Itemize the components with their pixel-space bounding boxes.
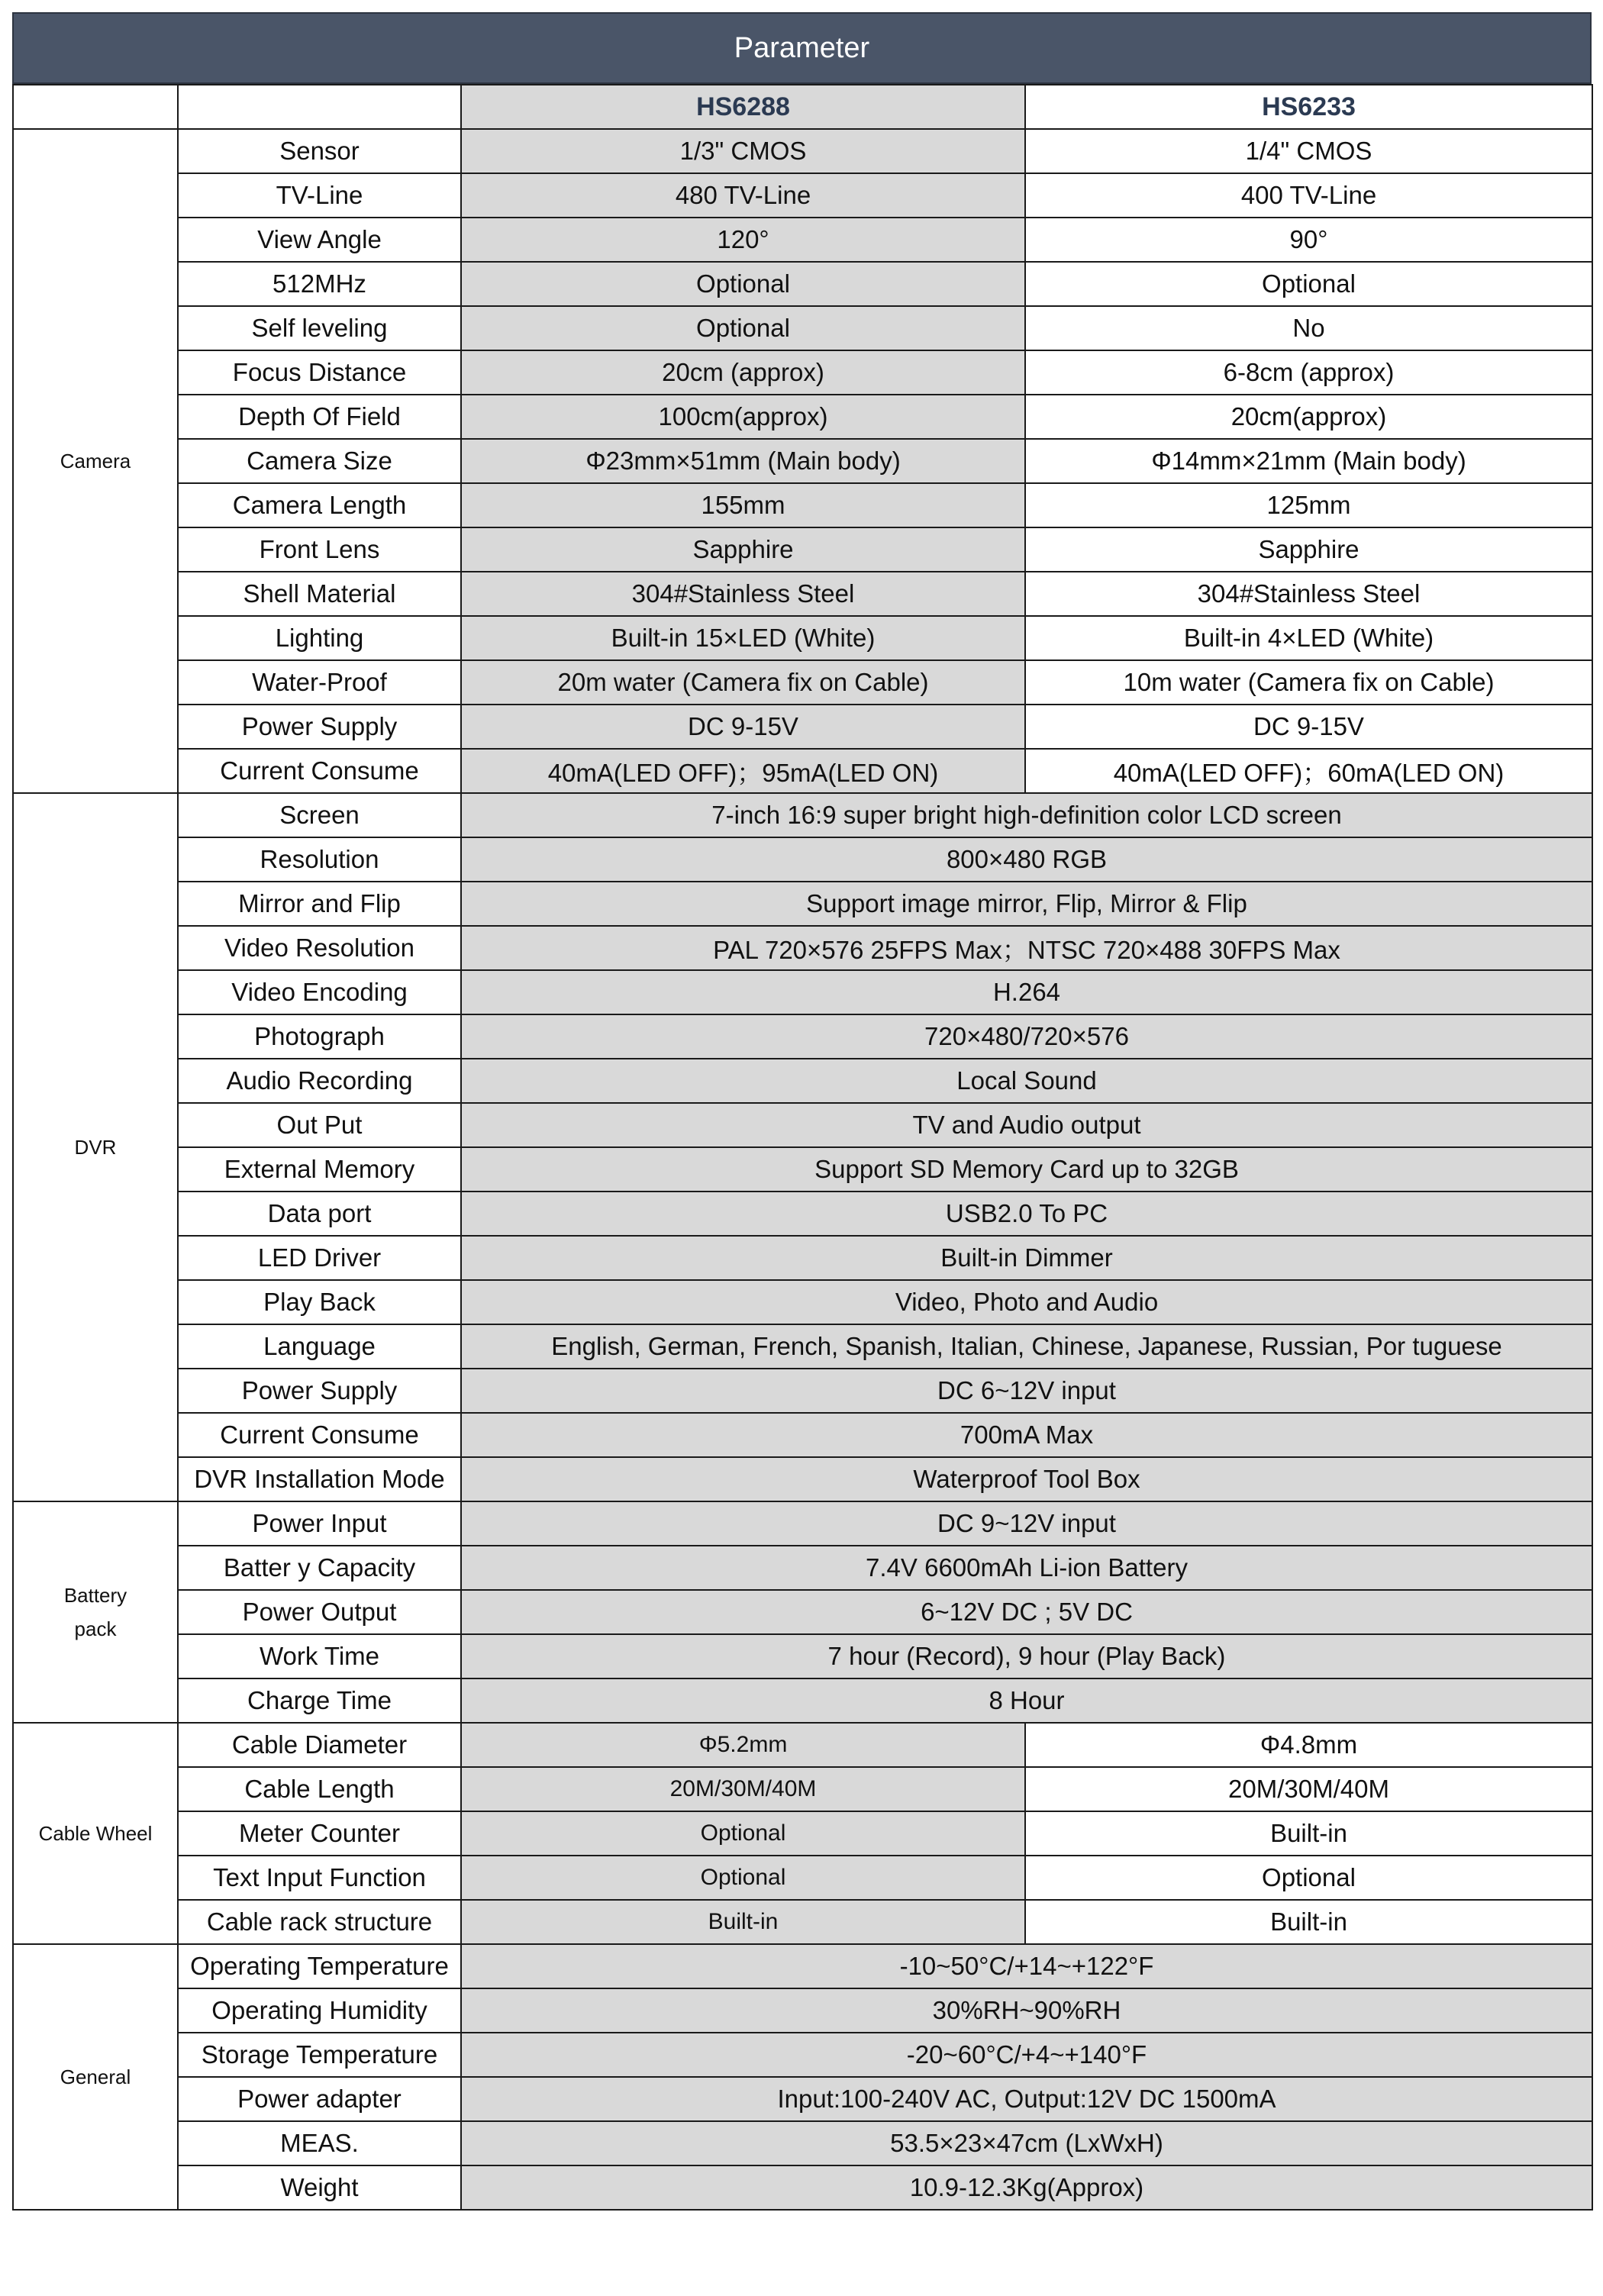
parameter-label: Cable rack structure	[178, 1900, 461, 1944]
value-cell-shared: DC 9~12V input	[461, 1501, 1592, 1546]
parameter-label: Out Put	[178, 1103, 461, 1147]
parameter-label: View Angle	[178, 218, 461, 262]
table-row	[13, 1988, 1592, 2033]
parameter-label: Power Input	[178, 1501, 461, 1546]
parameter-label: Mirror and Flip	[178, 882, 461, 926]
parameter-label: Current Consume	[178, 1413, 461, 1457]
table-row	[13, 1236, 1592, 1280]
value-cell-model-2: 1/4" CMOS	[1025, 129, 1592, 173]
value-cell-model-1: Φ5.2mm	[461, 1723, 1025, 1767]
parameter-label: Sensor	[178, 129, 461, 173]
value-cell-shared: 6~12V DC ; 5V DC	[461, 1590, 1592, 1634]
value-cell-shared: -20~60°C/+4~+140°F	[461, 2033, 1592, 2077]
value-cell-shared: DC 6~12V input	[461, 1369, 1592, 1413]
model-header-2: HS6233	[1025, 85, 1592, 129]
page-title: Parameter	[12, 12, 1592, 84]
table-row	[13, 970, 1592, 1014]
value-cell-model-2: Φ14mm×21mm (Main body)	[1025, 439, 1592, 483]
value-cell-model-2: Built-in	[1025, 1900, 1592, 1944]
parameter-label: Cable Diameter	[178, 1723, 461, 1767]
value-cell-shared: Waterproof Tool Box	[461, 1457, 1592, 1501]
parameter-label: Screen	[178, 793, 461, 837]
parameter-label: Storage Temperature	[178, 2033, 461, 2077]
table-row	[13, 926, 1592, 970]
value-cell-model-2: Built-in	[1025, 1811, 1592, 1856]
value-cell-model-2: Optional	[1025, 262, 1592, 306]
parameter-label: Lighting	[178, 616, 461, 660]
table-row	[13, 1369, 1592, 1413]
value-cell-shared: Support image mirror, Flip, Mirror & Flip	[461, 882, 1592, 926]
parameter-label: Photograph	[178, 1014, 461, 1059]
model-header-1: HS6288	[461, 85, 1025, 129]
table-row	[13, 1192, 1592, 1236]
table-row	[13, 1147, 1592, 1192]
value-cell-model-2: No	[1025, 306, 1592, 350]
table-row	[13, 616, 1592, 660]
table-row	[13, 749, 1592, 793]
value-cell-shared: 30%RH~90%RH	[461, 1988, 1592, 2033]
value-cell-model-1: DC 9-15V	[461, 705, 1025, 749]
header-row	[13, 85, 1592, 129]
parameter-label: Power adapter	[178, 2077, 461, 2121]
table-row	[13, 882, 1592, 926]
value-cell-model-1: 480 TV-Line	[461, 173, 1025, 218]
header-empty-category	[13, 85, 178, 129]
value-cell-model-1: Built-in 15×LED (White)	[461, 616, 1025, 660]
parameter-label: Meter Counter	[178, 1811, 461, 1856]
value-cell-model-1: 155mm	[461, 483, 1025, 527]
table-row	[13, 705, 1592, 749]
category-cell: DVR	[13, 793, 178, 1501]
parameter-label: Resolution	[178, 837, 461, 882]
value-cell-model-1: 40mA(LED OFF)；95mA(LED ON)	[461, 749, 1025, 793]
parameter-label: Work Time	[178, 1634, 461, 1678]
table-row	[13, 306, 1592, 350]
table-row	[13, 129, 1592, 173]
table-row	[13, 1856, 1592, 1900]
value-cell-shared: 700mA Max	[461, 1413, 1592, 1457]
table-row	[13, 350, 1592, 395]
value-cell-shared: 10.9-12.3Kg(Approx)	[461, 2165, 1592, 2210]
spec-sheet	[12, 12, 1592, 2285]
parameter-label: Batter y Capacity	[178, 1546, 461, 1590]
value-cell-shared: PAL 720×576 25FPS Max；NTSC 720×488 30FPS Max	[461, 926, 1592, 970]
table-row	[13, 483, 1592, 527]
table-row	[13, 218, 1592, 262]
table-row	[13, 837, 1592, 882]
table-row	[13, 1280, 1592, 1324]
parameter-label: Operating Humidity	[178, 1988, 461, 2033]
value-cell-model-1: Sapphire	[461, 527, 1025, 572]
value-cell-model-1: Optional	[461, 262, 1025, 306]
parameter-label: Language	[178, 1324, 461, 1369]
table-row	[13, 1678, 1592, 1723]
table-row	[13, 262, 1592, 306]
parameter-label: Camera Length	[178, 483, 461, 527]
parameter-label: Text Input Function	[178, 1856, 461, 1900]
value-cell-shared: TV and Audio output	[461, 1103, 1592, 1147]
parameter-label: Video Resolution	[178, 926, 461, 970]
parameter-label: Video Encoding	[178, 970, 461, 1014]
table-row	[13, 395, 1592, 439]
value-cell-model-2: 6-8cm (approx)	[1025, 350, 1592, 395]
table-row	[13, 1457, 1592, 1501]
table-row	[13, 1900, 1592, 1944]
value-cell-model-2: 400 TV-Line	[1025, 173, 1592, 218]
table-row	[13, 439, 1592, 483]
parameter-label: Audio Recording	[178, 1059, 461, 1103]
table-row	[13, 173, 1592, 218]
value-cell-shared: Local Sound	[461, 1059, 1592, 1103]
value-cell-model-1: Optional	[461, 1856, 1025, 1900]
table-row	[13, 1324, 1592, 1369]
value-cell-model-1: 20cm (approx)	[461, 350, 1025, 395]
parameter-label: Depth Of Field	[178, 395, 461, 439]
value-cell-shared: Support SD Memory Card up to 32GB	[461, 1147, 1592, 1192]
value-cell-model-2: 90°	[1025, 218, 1592, 262]
value-cell-model-1: Built-in	[461, 1900, 1025, 1944]
value-cell-shared: Video, Photo and Audio	[461, 1280, 1592, 1324]
table-row	[13, 1501, 1592, 1546]
parameter-label: TV-Line	[178, 173, 461, 218]
table-row	[13, 572, 1592, 616]
value-cell-shared: 8 Hour	[461, 1678, 1592, 1723]
parameter-label: MEAS.	[178, 2121, 461, 2165]
table-row	[13, 1413, 1592, 1457]
value-cell-model-2: 125mm	[1025, 483, 1592, 527]
parameter-label: Water-Proof	[178, 660, 461, 705]
table-row	[13, 1811, 1592, 1856]
value-cell-model-1: Optional	[461, 1811, 1025, 1856]
parameter-label: Front Lens	[178, 527, 461, 572]
value-cell-model-1: 20M/30M/40M	[461, 1767, 1025, 1811]
table-row	[13, 1634, 1592, 1678]
parameter-label: Camera Size	[178, 439, 461, 483]
table-row	[13, 2121, 1592, 2165]
value-cell-model-2: 20M/30M/40M	[1025, 1767, 1592, 1811]
category-cell: Camera	[13, 129, 178, 793]
parameter-label: Play Back	[178, 1280, 461, 1324]
value-cell-shared: 800×480 RGB	[461, 837, 1592, 882]
value-cell-shared: 7-inch 16:9 super bright high-definition color LCD screen	[461, 793, 1592, 837]
table-row	[13, 1944, 1592, 1988]
parameter-label: Weight	[178, 2165, 461, 2210]
table-row	[13, 2165, 1592, 2210]
parameter-label: Power Output	[178, 1590, 461, 1634]
table-row	[13, 2077, 1592, 2121]
value-cell-shared: Built-in Dimmer	[461, 1236, 1592, 1280]
value-cell-model-1: 1/3" CMOS	[461, 129, 1025, 173]
value-cell-model-2: 10m water (Camera fix on Cable)	[1025, 660, 1592, 705]
value-cell-shared: 7.4V 6600mAh Li-ion Battery	[461, 1546, 1592, 1590]
value-cell-model-1: Optional	[461, 306, 1025, 350]
value-cell-model-2: 40mA(LED OFF)；60mA(LED ON)	[1025, 749, 1592, 793]
header-empty-label	[178, 85, 461, 129]
value-cell-model-2: Built-in 4×LED (White)	[1025, 616, 1592, 660]
value-cell-model-2: Sapphire	[1025, 527, 1592, 572]
parameter-table	[12, 84, 1593, 2211]
table-row	[13, 1103, 1592, 1147]
parameter-label: External Memory	[178, 1147, 461, 1192]
parameter-label: Power Supply	[178, 705, 461, 749]
value-cell-shared: 53.5×23×47cm (LxWxH)	[461, 2121, 1592, 2165]
value-cell-shared: 7 hour (Record), 9 hour (Play Back)	[461, 1634, 1592, 1678]
value-cell-model-2: DC 9-15V	[1025, 705, 1592, 749]
value-cell-shared: Input:100-240V AC, Output:12V DC 1500mA	[461, 2077, 1592, 2121]
parameter-label: Focus Distance	[178, 350, 461, 395]
value-cell-model-2: 304#Stainless Steel	[1025, 572, 1592, 616]
parameter-label: DVR Installation Mode	[178, 1457, 461, 1501]
value-cell-shared: USB2.0 To PC	[461, 1192, 1592, 1236]
parameter-label: Charge Time	[178, 1678, 461, 1723]
parameter-label: Cable Length	[178, 1767, 461, 1811]
value-cell-model-2: 20cm(approx)	[1025, 395, 1592, 439]
table-row	[13, 1723, 1592, 1767]
table-row	[13, 1767, 1592, 1811]
value-cell-model-1: 100cm(approx)	[461, 395, 1025, 439]
value-cell-model-1: 120°	[461, 218, 1025, 262]
value-cell-shared: -10~50°C/+14~+122°F	[461, 1944, 1592, 1988]
parameter-table-body	[13, 85, 1592, 2210]
table-row	[13, 660, 1592, 705]
category-cell: General	[13, 1944, 178, 2210]
table-row	[13, 1590, 1592, 1634]
parameter-label: Operating Temperature	[178, 1944, 461, 1988]
value-cell-model-1: Φ23mm×51mm (Main body)	[461, 439, 1025, 483]
parameter-label: Power Supply	[178, 1369, 461, 1413]
value-cell-shared: English, German, French, Spanish, Italian, Chinese, Japanese, Russian, Por tuguese	[461, 1324, 1592, 1369]
value-cell-model-2: Φ4.8mm	[1025, 1723, 1592, 1767]
parameter-label: Self leveling	[178, 306, 461, 350]
table-row	[13, 2033, 1592, 2077]
table-row	[13, 527, 1592, 572]
value-cell-model-2: Optional	[1025, 1856, 1592, 1900]
category-cell: Cable Wheel	[13, 1723, 178, 1944]
value-cell-shared: 720×480/720×576	[461, 1014, 1592, 1059]
value-cell-model-1: 304#Stainless Steel	[461, 572, 1025, 616]
parameter-label: 512MHz	[178, 262, 461, 306]
category-cell: Battery pack	[13, 1501, 178, 1723]
table-row	[13, 793, 1592, 837]
parameter-label: Shell Material	[178, 572, 461, 616]
value-cell-model-1: 20m water (Camera fix on Cable)	[461, 660, 1025, 705]
value-cell-shared: H.264	[461, 970, 1592, 1014]
parameter-label: Current Consume	[178, 749, 461, 793]
parameter-label: Data port	[178, 1192, 461, 1236]
table-row	[13, 1014, 1592, 1059]
table-row	[13, 1546, 1592, 1590]
table-row	[13, 1059, 1592, 1103]
parameter-label: LED Driver	[178, 1236, 461, 1280]
